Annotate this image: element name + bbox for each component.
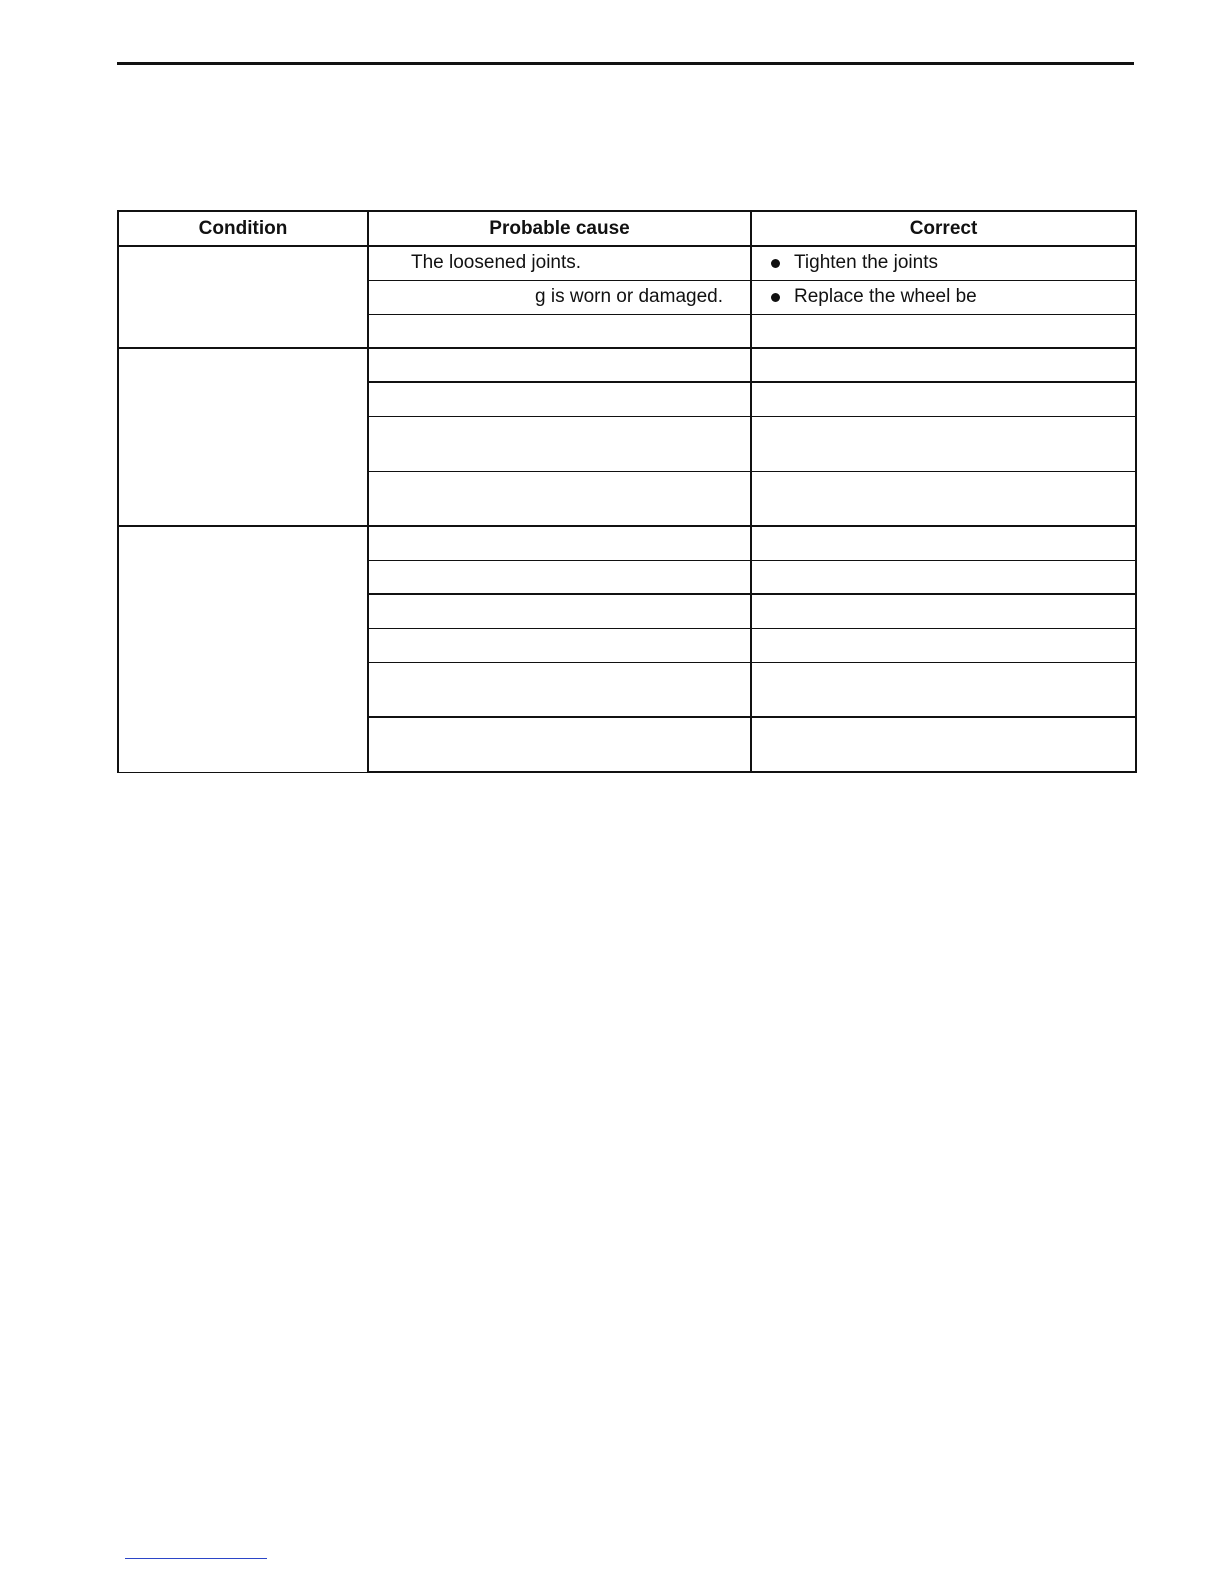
table-row xyxy=(118,246,1136,280)
correct-item xyxy=(752,252,1135,274)
correct-cell xyxy=(751,628,1136,662)
footer-link-underline[interactable] xyxy=(125,1558,267,1559)
cause-cell xyxy=(368,416,751,471)
correct-cell xyxy=(751,560,1136,594)
correct-item xyxy=(752,286,1135,308)
bullet-icon xyxy=(771,259,780,268)
correct-cell xyxy=(751,594,1136,628)
correct-cell xyxy=(751,662,1136,717)
correct-cell xyxy=(751,526,1136,560)
condition-cell xyxy=(118,348,368,526)
correct-cell xyxy=(751,348,1136,382)
cause-cell xyxy=(368,348,751,382)
cause-cell xyxy=(368,526,751,560)
cause-cell xyxy=(368,314,751,348)
header-condition: Condition xyxy=(118,211,368,246)
correct-cell xyxy=(751,280,1136,314)
bullet-icon xyxy=(771,293,780,302)
cause-cell xyxy=(368,594,751,628)
cause-cell xyxy=(368,560,751,594)
correct-text: Replace the wheel be xyxy=(794,286,977,307)
cause-cell xyxy=(368,280,751,314)
header-probable-cause: Probable cause xyxy=(368,211,751,246)
cause-cell xyxy=(368,246,751,280)
header-rule xyxy=(117,62,1134,65)
cause-cell xyxy=(368,382,751,416)
cause-cell xyxy=(368,717,751,772)
table-row xyxy=(118,348,1136,382)
cause-text: The loosened joints. xyxy=(411,252,582,274)
troubleshooting-table xyxy=(117,210,1137,773)
table-header-row xyxy=(118,211,1136,246)
cause-cell xyxy=(368,628,751,662)
cause-cell xyxy=(368,471,751,526)
condition-cell xyxy=(118,526,368,772)
correct-cell xyxy=(751,471,1136,526)
correct-cell xyxy=(751,416,1136,471)
correct-text: Tighten the joints xyxy=(794,252,938,274)
condition-cell xyxy=(118,246,368,348)
correct-cell xyxy=(751,717,1136,772)
cause-cell xyxy=(368,662,751,717)
table-row xyxy=(118,526,1136,560)
cause-text: g is worn or damaged. xyxy=(535,286,723,307)
correct-cell xyxy=(751,246,1136,280)
correct-cell xyxy=(751,314,1136,348)
correct-cell xyxy=(751,382,1136,416)
header-correct: Correct xyxy=(751,211,1136,246)
